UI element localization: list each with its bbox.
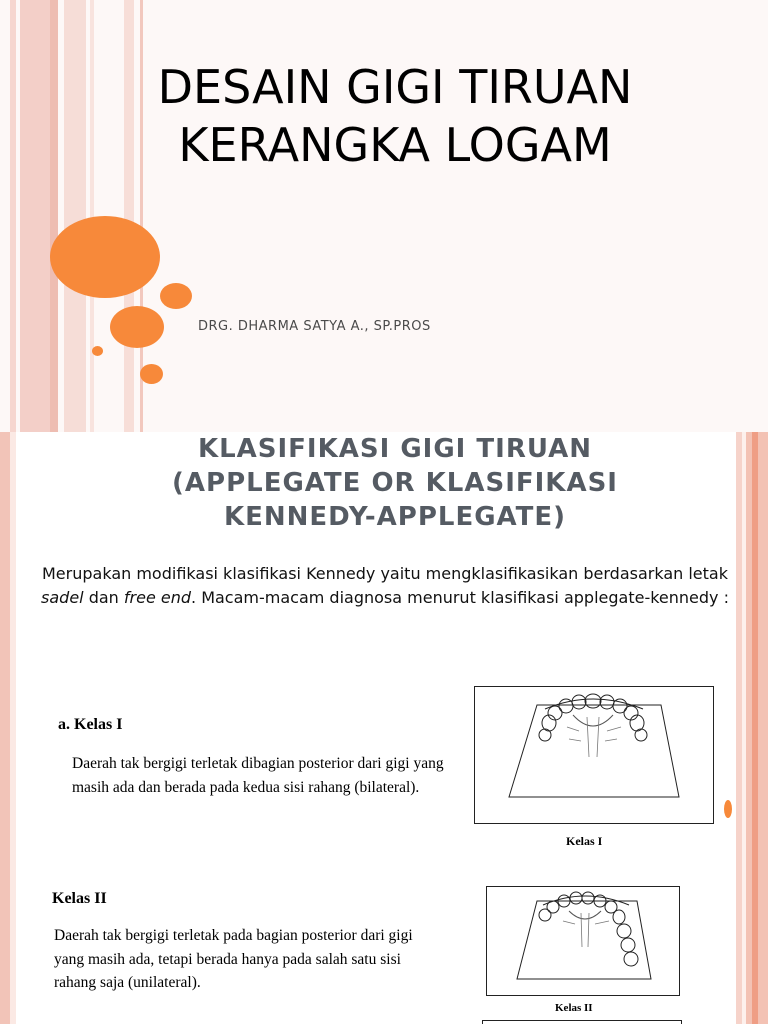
section-title — [60, 432, 730, 534]
decorative-circle — [140, 364, 163, 384]
decorative-stripe — [64, 0, 86, 432]
decorative-stripe — [50, 0, 58, 432]
section-title-line: KLASIFIKASI GIGI TIRUAN — [197, 434, 593, 464]
section-title-line: (APPLEGATE OR KLASIFIKASI — [172, 468, 618, 498]
content-slide — [0, 432, 768, 1024]
decorative-circle — [110, 306, 164, 348]
dental-arch-kelas-1-icon — [475, 687, 713, 823]
intro-text: Merupakan modifikasi klasifikasi Kennedy yaitu mengklasifikasikan berdasarkan letak — [42, 564, 728, 583]
decorative-stripe — [20, 0, 50, 432]
section-title-line: KENNEDY-APPLEGATE) — [223, 502, 567, 532]
intro-paragraph — [40, 562, 730, 610]
decorative-stripe — [10, 432, 16, 1024]
intro-text: . Macam-macam diagnosa menurut klasifikasi applegate-kennedy : — [191, 588, 729, 607]
slide-title-line: KERANGKA LOGAM — [178, 118, 612, 172]
kelas-2-description: Daerah tak bergigi terletak pada bagian posterior dari gigi yang masih ada, tetapi berada hanya pada salah satu sisi rahang saja (unilateral). — [54, 927, 413, 991]
kelas-1-caption: Kelas I — [566, 834, 603, 848]
kelas-2-caption: Kelas II — [555, 1002, 593, 1014]
intro-term: free end — [123, 588, 192, 607]
decorative-stripe — [10, 0, 16, 432]
decorative-circle — [160, 283, 192, 309]
kelas-1-description: Daerah tak bergigi terletak dibagian posterior dari gigi yang masih ada dan berada pada kedua sisi rahang (bilateral). — [72, 755, 444, 796]
decorative-circle — [92, 346, 103, 356]
kelas-1-figure — [474, 686, 714, 824]
decorative-circle — [50, 216, 160, 298]
dental-arch-kelas-2-icon — [487, 887, 679, 995]
title-slide — [0, 0, 768, 432]
decorative-stripe — [752, 432, 758, 1024]
intro-term: sadel — [41, 588, 84, 607]
slide-title — [130, 58, 660, 174]
author-name: DRG. DHARMA SATYA A., SP.PROS — [198, 319, 431, 334]
kelas-2-figure — [486, 886, 680, 996]
next-figure-edge — [482, 1020, 682, 1024]
decorative-stripe — [0, 432, 10, 1024]
kelas-1-heading: a. Kelas I — [58, 716, 123, 733]
kelas-2-heading: Kelas II — [52, 890, 107, 907]
slide-title-line: DESAIN GIGI TIRUAN — [157, 60, 633, 114]
decorative-circle — [724, 800, 732, 818]
intro-text: dan — [83, 588, 124, 607]
